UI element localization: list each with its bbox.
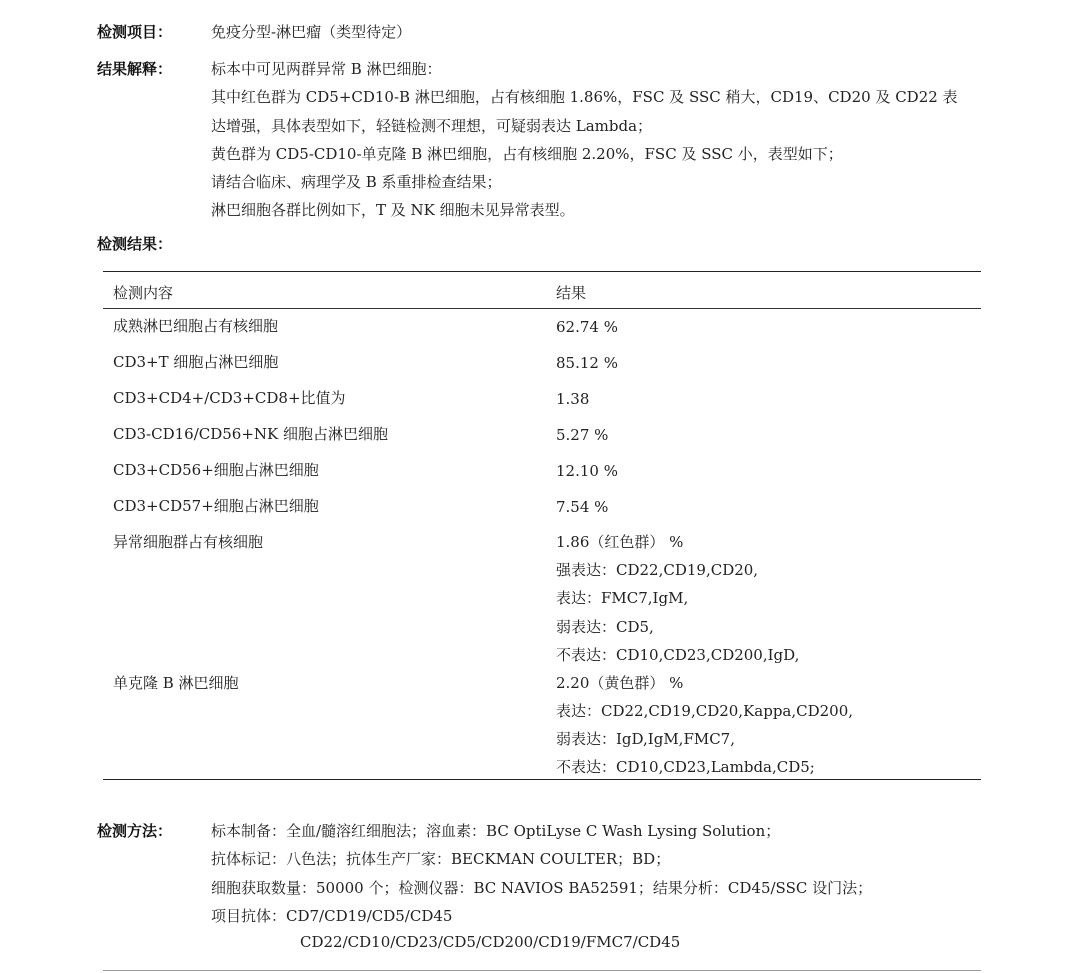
table-row-value: 85.12 % [556, 354, 618, 372]
item-value: 免疫分型-淋巴瘤（类型待定） [211, 23, 412, 41]
abnormal-population-line: 不表达：CD10,CD23,CD200,IgD, [556, 646, 800, 664]
table-row-value: 12.10 % [556, 462, 618, 480]
table-row-value: 1.38 [556, 390, 590, 408]
method-line: 项目抗体：CD7/CD19/CD5/CD45 [211, 907, 453, 925]
monoclonal-b-line: 2.20（黄色群） % [556, 674, 684, 692]
table-bottom-rule [103, 779, 981, 780]
abnormal-population-line: 1.86（红色群） % [556, 533, 684, 551]
table-row-name: CD3+CD4+/CD3+CD8+比值为 [113, 389, 346, 407]
method-line: 标本制备：全血/髓溶红细胞法；溶血素：BC OptiLyse C Wash Lysing Solution； [211, 822, 781, 840]
table-header-rule [103, 308, 981, 309]
page-bottom-rule [103, 970, 981, 971]
table-row-name: CD3+CD57+细胞占淋巴细胞 [113, 497, 319, 515]
interpretation-line: 淋巴细胞各群比例如下，T 及 NK 细胞未见异常表型。 [211, 201, 575, 219]
results-label: 检测结果： [97, 235, 173, 253]
table-top-rule [103, 271, 981, 272]
table-row-name: 成熟淋巴细胞占有核细胞 [113, 317, 279, 335]
interpretation-line: 黄色群为 CD5-CD10-单克隆 B 淋巴细胞，占有核细胞 2.20%，FSC 及 SSC 小，表型如下； [211, 145, 843, 163]
table-row-name: CD3+CD56+细胞占淋巴细胞 [113, 461, 319, 479]
method-antibody-line: CD22/CD10/CD23/CD5/CD200/CD19/FMC7/CD45 [300, 933, 681, 951]
table-row-value: 7.54 % [556, 498, 609, 516]
interpretation-line: 请结合临床、病理学及 B 系重排检查结果； [211, 173, 502, 191]
table-header-result: 结果 [556, 284, 587, 302]
table-header-item: 检测内容 [113, 284, 174, 302]
monoclonal-b-line: 表达：CD22,CD19,CD20,Kappa,CD200, [556, 702, 854, 720]
interpretation-line: 其中红色群为 CD5+CD10-B 淋巴细胞，占有核细胞 1.86%，FSC 及 SSC 稍大，CD19、CD20 及 CD22 表 [211, 88, 958, 106]
method-line: 细胞获取数量：50000 个；检测仪器：BC NAVIOS BA52591；结果分析：CD45/SSC 设门法； [211, 879, 873, 897]
interpretation-line: 达增强，具体表型如下，轻链检测不理想，可疑弱表达 Lambda； [211, 117, 653, 135]
abnormal-population-name: 异常细胞群占有核细胞 [113, 533, 264, 551]
method-label: 检测方法： [97, 822, 173, 840]
table-row-value: 62.74 % [556, 318, 618, 336]
method-line: 抗体标记：八色法；抗体生产厂家：BECKMAN COULTER；BD； [211, 850, 671, 868]
monoclonal-b-line: 不表达：CD10,CD23,Lambda,CD5; [556, 758, 815, 776]
abnormal-population-line: 表达：FMC7,IgM, [556, 589, 689, 607]
table-row-name: CD3+T 细胞占淋巴细胞 [113, 353, 279, 371]
interpretation-line: 标本中可见两群异常 B 淋巴细胞： [211, 60, 442, 78]
item-label: 检测项目： [97, 23, 173, 41]
table-row-name: CD3-CD16/CD56+NK 细胞占淋巴细胞 [113, 425, 389, 443]
table-row-value: 5.27 % [556, 426, 609, 444]
monoclonal-b-name: 单克隆 B 淋巴细胞 [113, 674, 239, 692]
interpretation-label: 结果解释： [97, 60, 173, 78]
abnormal-population-line: 弱表达：CD5, [556, 618, 654, 636]
abnormal-population-line: 强表达：CD22,CD19,CD20, [556, 561, 759, 579]
monoclonal-b-line: 弱表达：IgD,IgM,FMC7, [556, 730, 735, 748]
